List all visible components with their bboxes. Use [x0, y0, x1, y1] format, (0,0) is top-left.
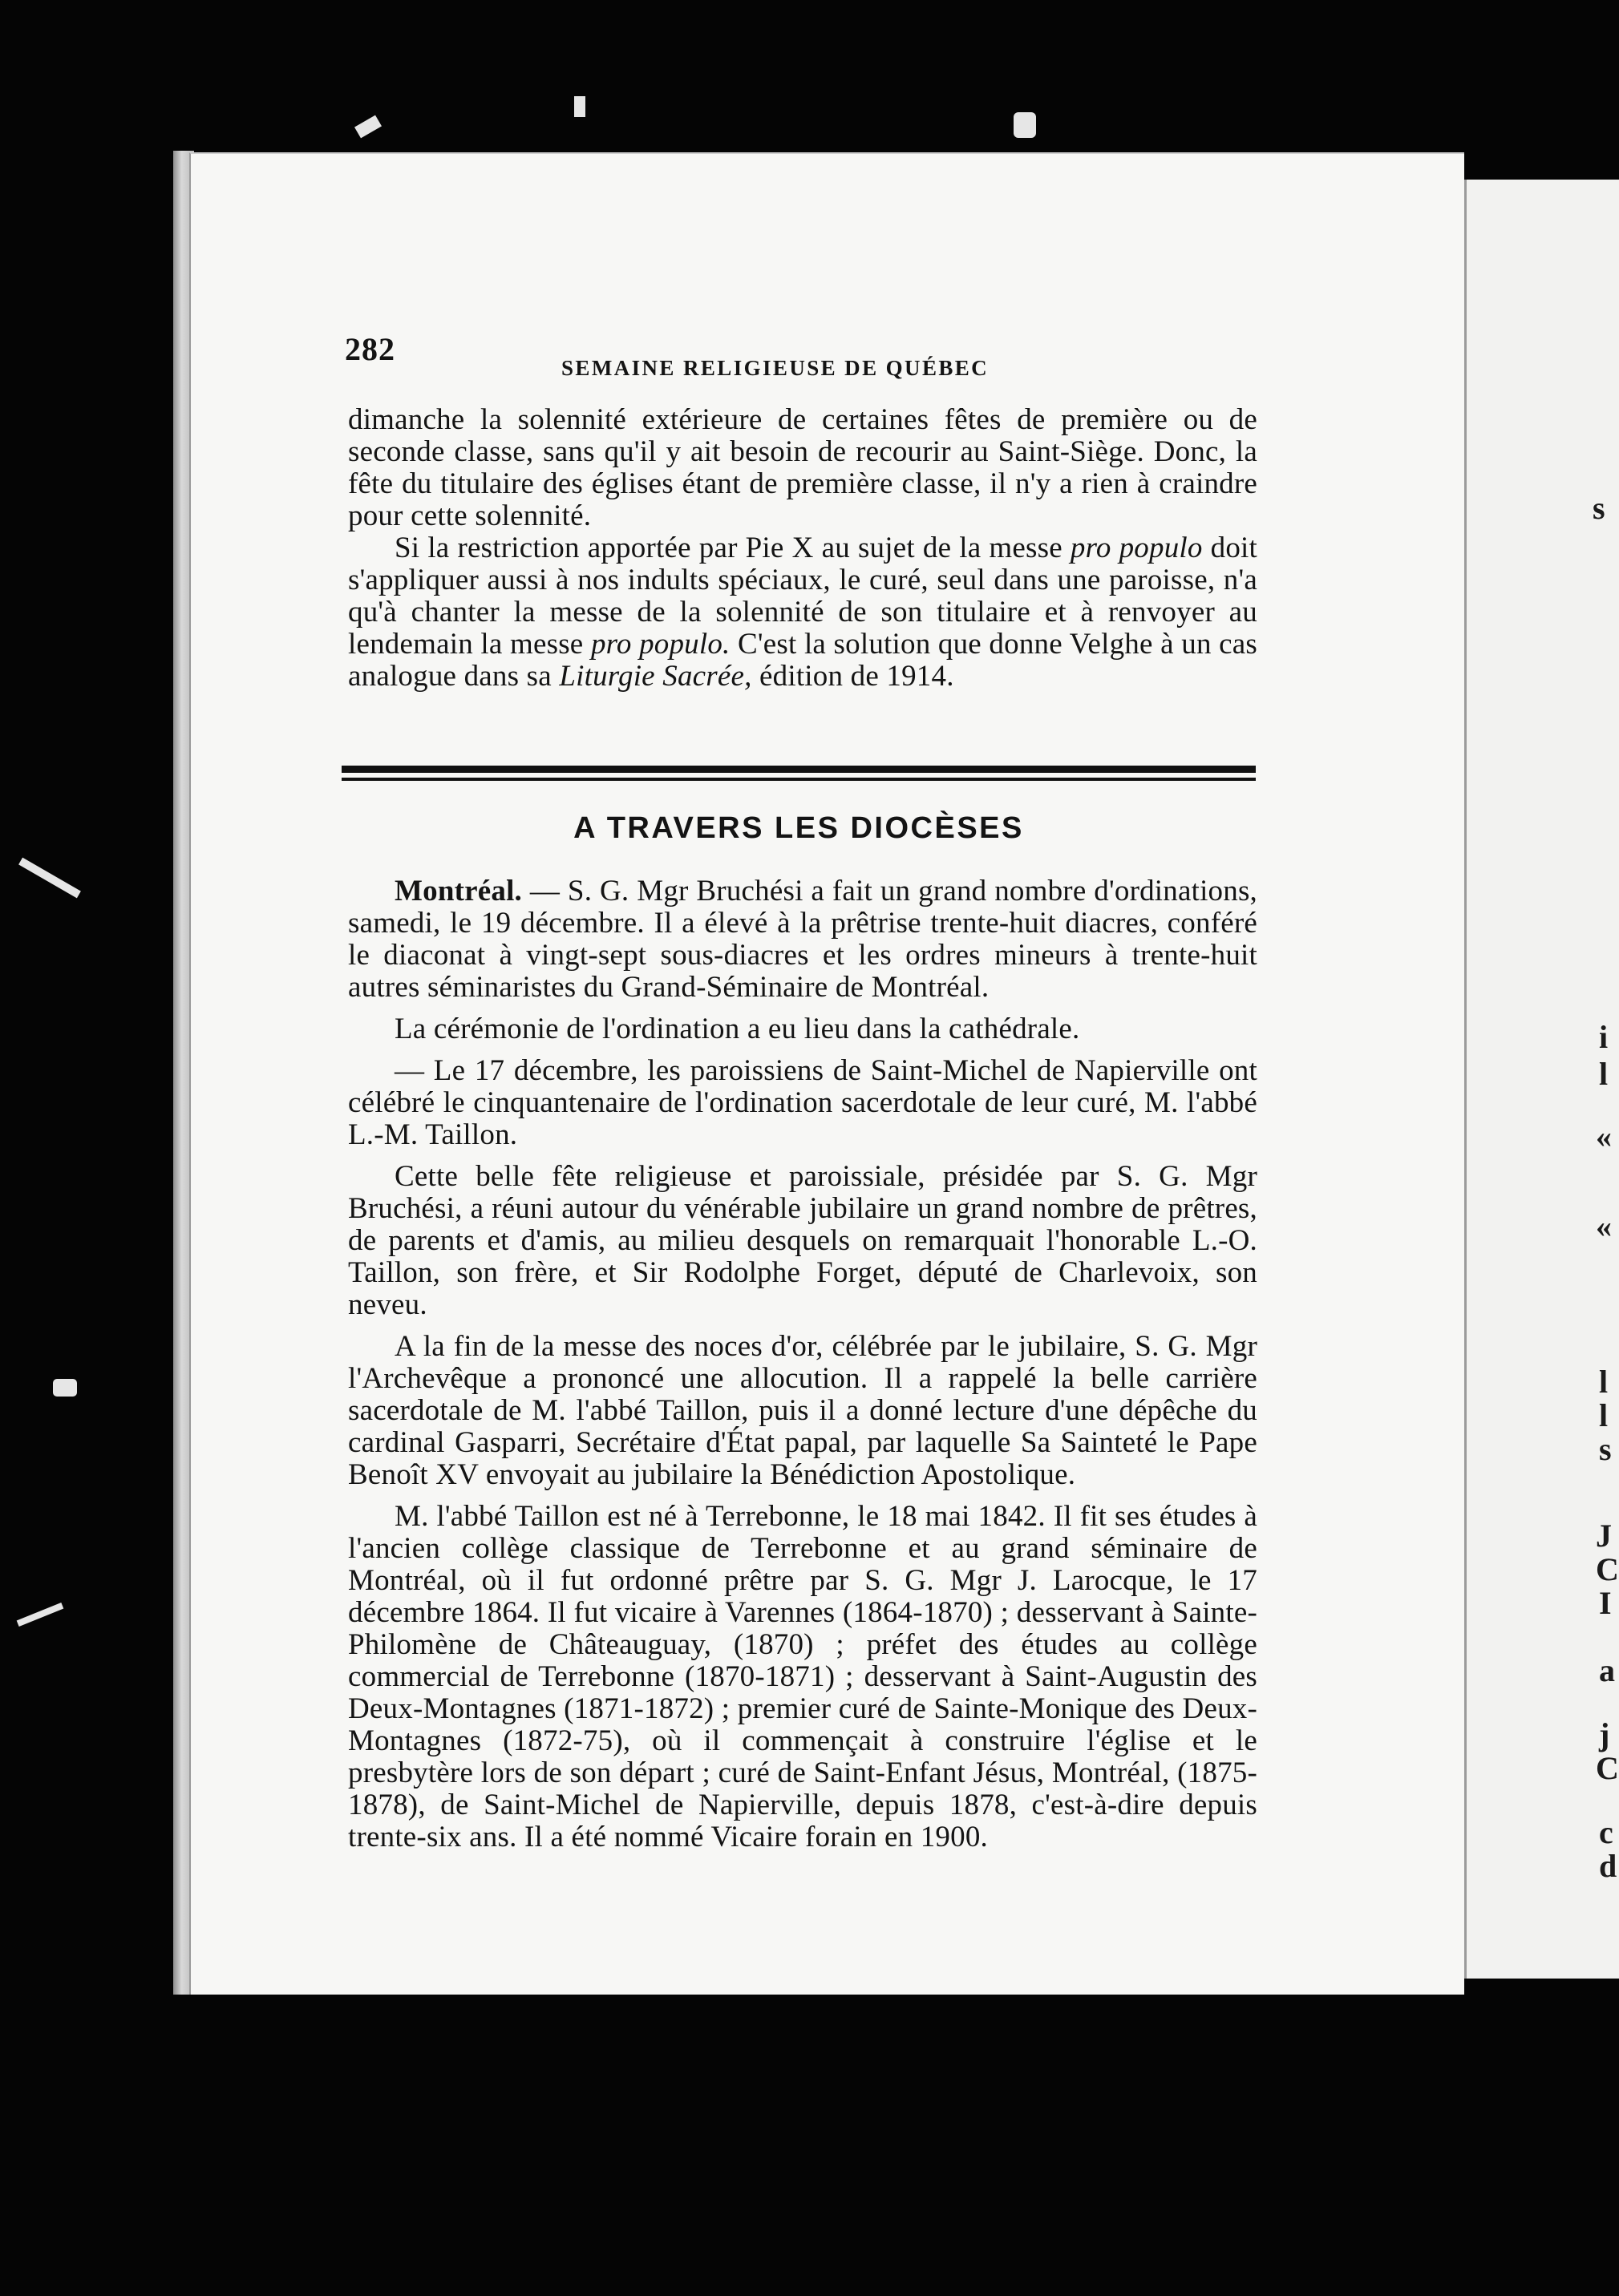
fragment: «: [1596, 1208, 1612, 1244]
fragment: l: [1599, 1056, 1609, 1092]
italic-phrase: pro populo: [1070, 532, 1203, 564]
diocese-news: [348, 875, 1257, 1853]
page-number: 282: [345, 331, 395, 367]
italic-phrase: pro populo.: [590, 628, 731, 661]
paragraph: — Le 17 décembre, les paroissiens de Saint-Michel de Napierville ont célébré le cinquantenaire de l'ordination sacerdotale de leur curé, M. l'abbé L.-M. Taillon.: [348, 1054, 1257, 1151]
fragment: i: [1599, 1019, 1609, 1055]
dust-speck: [354, 115, 382, 139]
fragment: l: [1599, 1397, 1609, 1433]
continued-article: [348, 404, 1257, 693]
fragment: J: [1596, 1518, 1612, 1554]
fragment: a: [1599, 1652, 1615, 1688]
section-rule-thick: [342, 766, 1256, 773]
paragraph: La cérémonie de l'ordination a eu lieu dans la cathédrale.: [395, 1013, 1080, 1045]
diocese-name: Montréal.: [395, 875, 522, 907]
fragment: C: [1596, 1551, 1619, 1587]
fragment: I: [1599, 1585, 1612, 1621]
dust-speck: [17, 1603, 64, 1627]
dust-speck: [18, 858, 81, 899]
fragment: c: [1599, 1814, 1613, 1850]
section-title: A TRAVERS LES DIOCÈSES: [573, 811, 1024, 845]
fragment: C: [1596, 1750, 1619, 1786]
paragraph: Si la restriction apportée par Pie X au sujet de la messe pro populo doit s'appliquer aussi à nos indults spéciaux, le curé, seul dans une paroisse, n'a qu'à chanter la messe de la solennité de son titulaire et à renvoyer au lendemain la messe pro populo. C'est la solution que donne Velghe à un cas analogue dans sa Liturgie Sacrée, édition de 1914.: [348, 532, 1257, 693]
dust-speck: [53, 1379, 77, 1397]
fragment: l: [1599, 1364, 1609, 1400]
dust-speck: [1014, 112, 1036, 138]
running-head: SEMAINE RELIGIEUSE DE QUÉBEC: [561, 356, 990, 380]
adjacent-page: [1464, 180, 1619, 1979]
italic-phrase: Liturgie Sacrée,: [559, 660, 752, 693]
fragment: s: [1593, 490, 1605, 526]
paragraph: Montréal. — S. G. Mgr Bruchési a fait un grand nombre d'ordinations, samedi, le 19 décembre. Il a élevé à la prêtrise trente-huit diacres, conféré le diaconat à vingt-sept sous-diacres et les ordres mineurs à trente-huit autres séminaristes du Grand-Séminaire de Montréal.: [348, 875, 1257, 1004]
fragment: «: [1596, 1118, 1612, 1154]
paragraph: A la fin de la messe des noces d'or, célébrée par le jubilaire, S. G. Mgr l'Archevêque a prononcé une allocution. Il a rappelé la belle carrière sacerdotale de M. l'abbé Taillon, puis il a donné lecture d'une dépêche du cardinal Gasparri, Secrétaire d'État papal, par laquelle Sa Sainteté le Pape Benoît XV envoyait au jubilaire la Bénédiction Apostolique.: [348, 1330, 1257, 1491]
dust-speck: [574, 96, 585, 117]
fragment: s: [1599, 1431, 1612, 1467]
paragraph: M. l'abbé Taillon est né à Terrebonne, le 18 mai 1842. Il fit ses études à l'ancien collège classique de Terrebonne et au grand séminaire de Montréal, où il fut ordonné prêtre par S. G. Mgr J. Larocque, le 17 décembre 1864. Il fut vicaire à Varennes (1864-1870) ; desservant à Sainte-Philomène de Châteauguay, (1870) ; préfet des études au collège commercial de Terrebonne (1870-1871) ; desservant à Saint-Augustin des Deux-Montagnes (1871-1872) ; premier curé de Sainte-Monique des Deux-Montagnes (1872-75), où il commençait à construire l'église et le presbytère lors de son départ ; curé de Saint-Enfant Jésus, Montréal, (1875-1878), de Saint-Michel de Napierville, depuis 1878, c'est-à-dire depuis trente-six ans. Il a été nommé Vicaire forain en 1900.: [348, 1500, 1257, 1853]
paragraph: Cette belle fête religieuse et paroissiale, présidée par S. G. Mgr Bruchési, a réuni autour du vénérable jubilaire un grand nombre de prêtres, de parents et d'amis, au milieu desquels on remarquait l'honorable L.-O. Taillon, son frère, et Sir Rodolphe Forget, député de Charlevoix, son neveu.: [348, 1160, 1257, 1321]
fragment: d: [1599, 1848, 1617, 1884]
paragraph: dimanche la solennité extérieure de certaines fêtes de première ou de seconde classe, sans qu'il y ait besoin de recourir au Saint-Siège. Donc, la fête du titulaire des églises étant de première classe, il n'y a rien à craindre pour cette solennité.: [348, 403, 1257, 532]
fragment: j: [1599, 1716, 1610, 1752]
section-rule-thin: [342, 778, 1256, 781]
